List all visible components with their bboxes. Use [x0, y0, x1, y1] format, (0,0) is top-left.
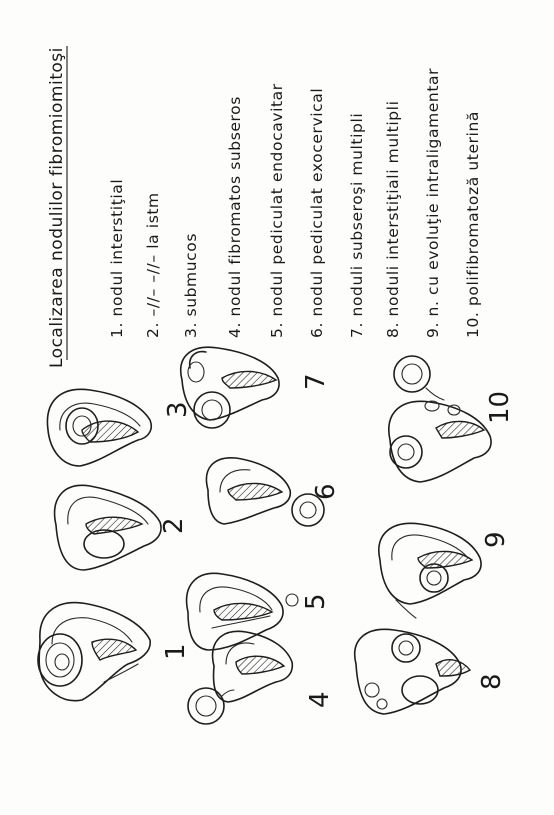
figure-1 [38, 603, 191, 701]
legend-item-4: 4. nodul fibromatos subseros [226, 96, 244, 338]
figure-4 [188, 631, 335, 724]
figure-6 [206, 458, 341, 526]
figure-label-1: 1 [161, 643, 191, 660]
legend-item-3: 3. submucos [182, 232, 200, 338]
figure-label-6: 6 [311, 483, 341, 500]
figure-3 [47, 389, 193, 466]
figure-label-2: 2 [159, 517, 189, 534]
legend-item-6: 6. nodul pediculat exocervical [308, 87, 326, 338]
figure-9 [379, 523, 511, 618]
figure-7 [181, 347, 331, 428]
legend-item-8: 8. noduli interstiţiali multipli [384, 100, 402, 338]
figure-10 [389, 356, 515, 482]
legend-item-5: 5. nodul pediculat endocavitar [268, 83, 286, 338]
legend [47, 46, 482, 368]
figure-label-4: 4 [305, 691, 335, 708]
legend-item-10: 10. polifibromatoză uterină [464, 111, 482, 338]
figure-label-10: 10 [485, 390, 515, 424]
figure-label-3: 3 [163, 401, 193, 418]
figure-8 [355, 629, 507, 714]
figure-label-7: 7 [301, 373, 331, 390]
legend-title: Localizarea nodulilor fibromiomitoşi [47, 47, 67, 368]
figure-2 [55, 485, 189, 570]
figure-label-5: 5 [301, 593, 331, 610]
legend-item-1: 1. nodul interstiţial [108, 178, 126, 338]
figure-label-8: 8 [477, 673, 507, 690]
figure-5 [187, 573, 331, 650]
legend-item-2: 2. –//– –//– la istm [144, 192, 162, 338]
figure-label-9: 9 [481, 531, 511, 548]
legend-item-7: 7. noduli subseroşi multipli [348, 112, 366, 338]
legend-item-9: 9. n. cu evoluţie intraligamentar [424, 67, 442, 338]
